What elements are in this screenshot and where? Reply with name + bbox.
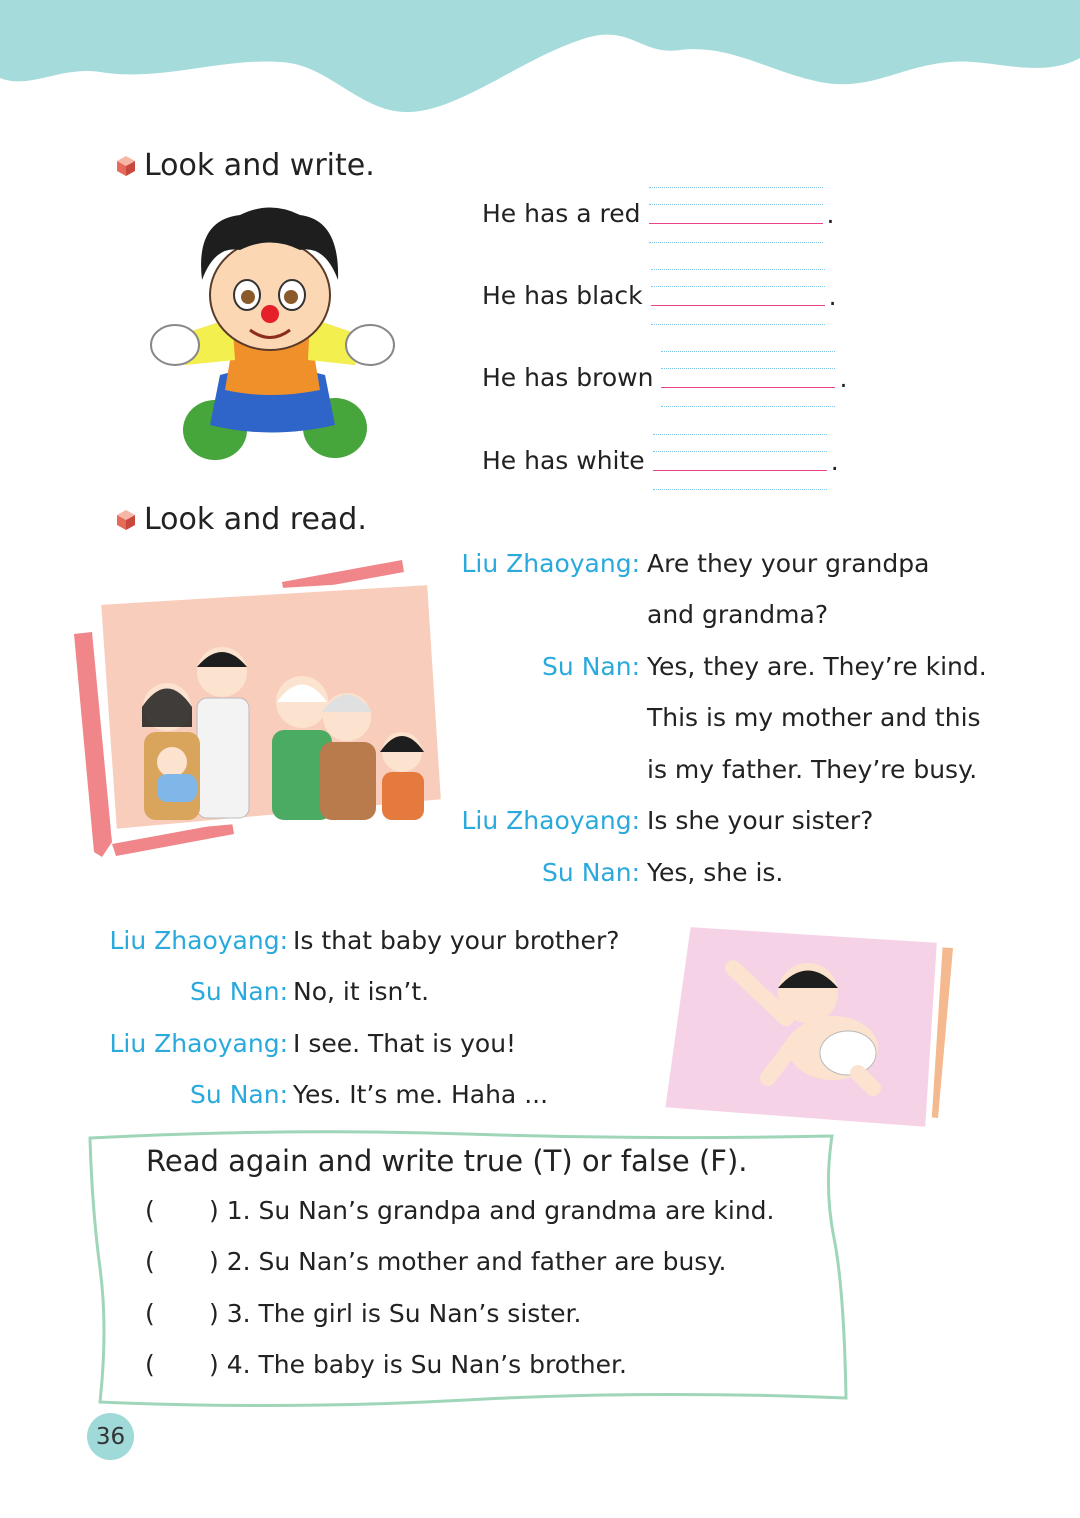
fill-row-prefix: He has brown <box>482 362 654 392</box>
section-title-look-and-write <box>116 148 375 183</box>
answer-paren[interactable]: ( <box>145 1196 155 1225</box>
dialogue-line: Are they your grandpa <box>647 549 930 578</box>
header-wave-decoration <box>0 0 1080 130</box>
section-title-text: Look and read. <box>144 502 367 537</box>
dialogue-line: Yes. It’s me. Haha ... <box>293 1080 549 1109</box>
answer-blank[interactable] <box>653 430 827 490</box>
speaker-label: Su Nan: <box>190 977 288 1006</box>
statement-text: ) 3. The girl is Su Nan’s sister. <box>209 1299 582 1328</box>
exercise-instructions: Read again and write true (T) or false (F). <box>146 1144 748 1178</box>
fill-row-suffix: . <box>830 447 839 476</box>
dialogue-line: Yes, they are. They’re kind. <box>647 652 987 681</box>
fill-row-suffix: . <box>828 282 837 311</box>
true-false-item-1 <box>145 1196 775 1225</box>
dialogue-line: Yes, she is. <box>647 858 784 887</box>
speaker-label: Liu Zhaoyang: <box>461 549 640 578</box>
fill-row-4 <box>482 430 839 490</box>
speaker-label: Liu Zhaoyang: <box>109 1029 288 1058</box>
fill-row-3 <box>482 347 847 407</box>
fill-row-prefix: He has black <box>482 280 643 310</box>
speaker-label: Su Nan: <box>542 858 640 887</box>
dialogue-line: Is that baby your brother? <box>293 926 620 955</box>
fill-row-prefix: He has a red <box>482 198 641 228</box>
true-false-item-3 <box>145 1299 581 1328</box>
answer-blank[interactable] <box>661 347 835 407</box>
dialogue-line: I see. That is you! <box>293 1029 517 1058</box>
dialogue-line: Is she your sister? <box>647 806 874 835</box>
page-number-badge: 36 <box>87 1413 134 1460</box>
fill-row-suffix: . <box>826 200 835 229</box>
clown-boy-illustration <box>140 200 405 470</box>
section-title-look-and-read <box>116 502 367 537</box>
fill-row-1 <box>482 183 834 243</box>
statement-text: ) 2. Su Nan’s mother and father are busy. <box>209 1247 727 1276</box>
dialogue-line: This is my mother and this <box>647 703 981 732</box>
dialogue-line: is my father. They’re busy. <box>647 755 978 784</box>
statement-text: ) 4. The baby is Su Nan’s brother. <box>209 1350 627 1379</box>
true-false-item-2 <box>145 1247 727 1276</box>
fill-row-2 <box>482 265 837 325</box>
speaker-label: Liu Zhaoyang: <box>109 926 288 955</box>
cube-bullet-icon <box>116 509 136 531</box>
family-photo-illustration <box>72 552 452 862</box>
answer-paren[interactable]: ( <box>145 1299 155 1328</box>
answer-paren[interactable]: ( <box>145 1350 155 1379</box>
speaker-label: Su Nan: <box>190 1080 288 1109</box>
dialogue-line: and grandma? <box>647 600 829 629</box>
statement-text: ) 1. Su Nan’s grandpa and grandma are kind. <box>209 1196 775 1225</box>
fill-row-suffix: . <box>839 364 848 393</box>
true-false-item-4 <box>145 1350 627 1379</box>
section-title-text: Look and write. <box>144 148 375 183</box>
speaker-label: Su Nan: <box>542 652 640 681</box>
cube-bullet-icon <box>116 155 136 177</box>
answer-blank[interactable] <box>649 183 823 243</box>
baby-photo-illustration <box>658 918 958 1140</box>
fill-row-prefix: He has white <box>482 445 645 475</box>
answer-blank[interactable] <box>651 265 825 325</box>
answer-paren[interactable]: ( <box>145 1247 155 1276</box>
dialogue-line: No, it isn’t. <box>293 977 430 1006</box>
speaker-label: Liu Zhaoyang: <box>461 806 640 835</box>
